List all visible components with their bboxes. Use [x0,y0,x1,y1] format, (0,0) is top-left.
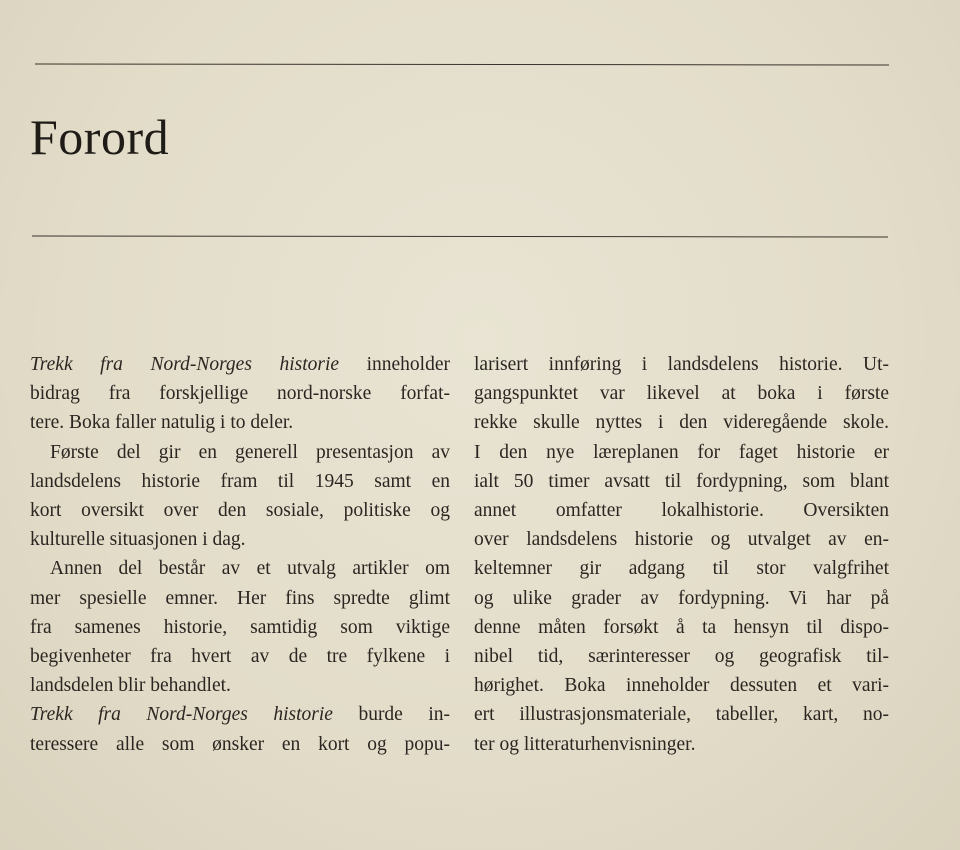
text-line: annet omfatter lokalhistorie. Oversikten [474,500,889,522]
top-rule [35,64,889,66]
text-line: Trekk fra Nord-Norges historie inneholder [30,354,450,375]
right-column [474,350,889,759]
text-line: hørighet. Boka inneholder dessuten et vari- [474,675,889,697]
text-line: mer spesielle emner. Her fins spredte glimt [30,587,450,609]
book-title-italic: Trekk fra Nord-Norges historie [30,704,333,726]
text-line: I den nye læreplanen for faget historie er [474,441,889,463]
text-line: Trekk fra Nord-Norges historie burde in- [30,704,451,726]
text-line: ialt 50 timer avsatt til fordypning, som blant [474,470,889,492]
text-line: keltemner gir adgang til stor valgfrihet [474,558,889,580]
book-title-italic: Trekk fra Nord-Norges historie [30,354,340,375]
text-line: Annen del består av et utvalg artikler om [50,558,450,580]
text-line: bidrag fra forskjellige nord-norske forfat- [30,383,450,405]
text-line: teressere alle som ønsker en kort og popu- [30,733,450,755]
text-line: landsdelen blir behandlet. [30,675,231,697]
text-line: og ulike grader av fordypning. Vi har på [474,587,889,609]
left-column [30,350,450,759]
text-line: over landsdelens historie og utvalget av en- [474,529,889,551]
text-line: Første del gir en generell presentasjon av [50,441,450,463]
text-line: nibel tid, særinteresser og geografisk til- [474,646,889,668]
text-line: fra samenes historie, samtidig som viktige [30,616,450,638]
text-line: landsdelens historie fram til 1945 samt en [30,470,450,492]
text-line: gangspunktet var likevel at boka i første [474,383,889,405]
page-title: Forord [30,109,170,165]
text-line: denne måten forsøkt å ta hensyn til dispo- [474,616,889,638]
text-line: larisert innføring i landsdelens historie. Ut- [474,354,889,375]
bottom-rule [32,236,888,238]
text-line: ert illustrasjonsmateriale, tabeller, kart, no- [474,704,889,726]
text-line: ter og litteraturhenvisninger. [474,733,696,755]
text-line: begivenheter fra hvert av de tre fylkene i [30,646,450,668]
text-line: kort oversikt over den sosiale, politiske og [30,500,450,522]
text-line: rekke skulle nyttes i den videregående skole. [474,412,889,434]
text-line: kulturelle situasjonen i dag. [30,529,246,551]
text-line: tere. Boka faller natulig i to deler. [30,412,294,434]
